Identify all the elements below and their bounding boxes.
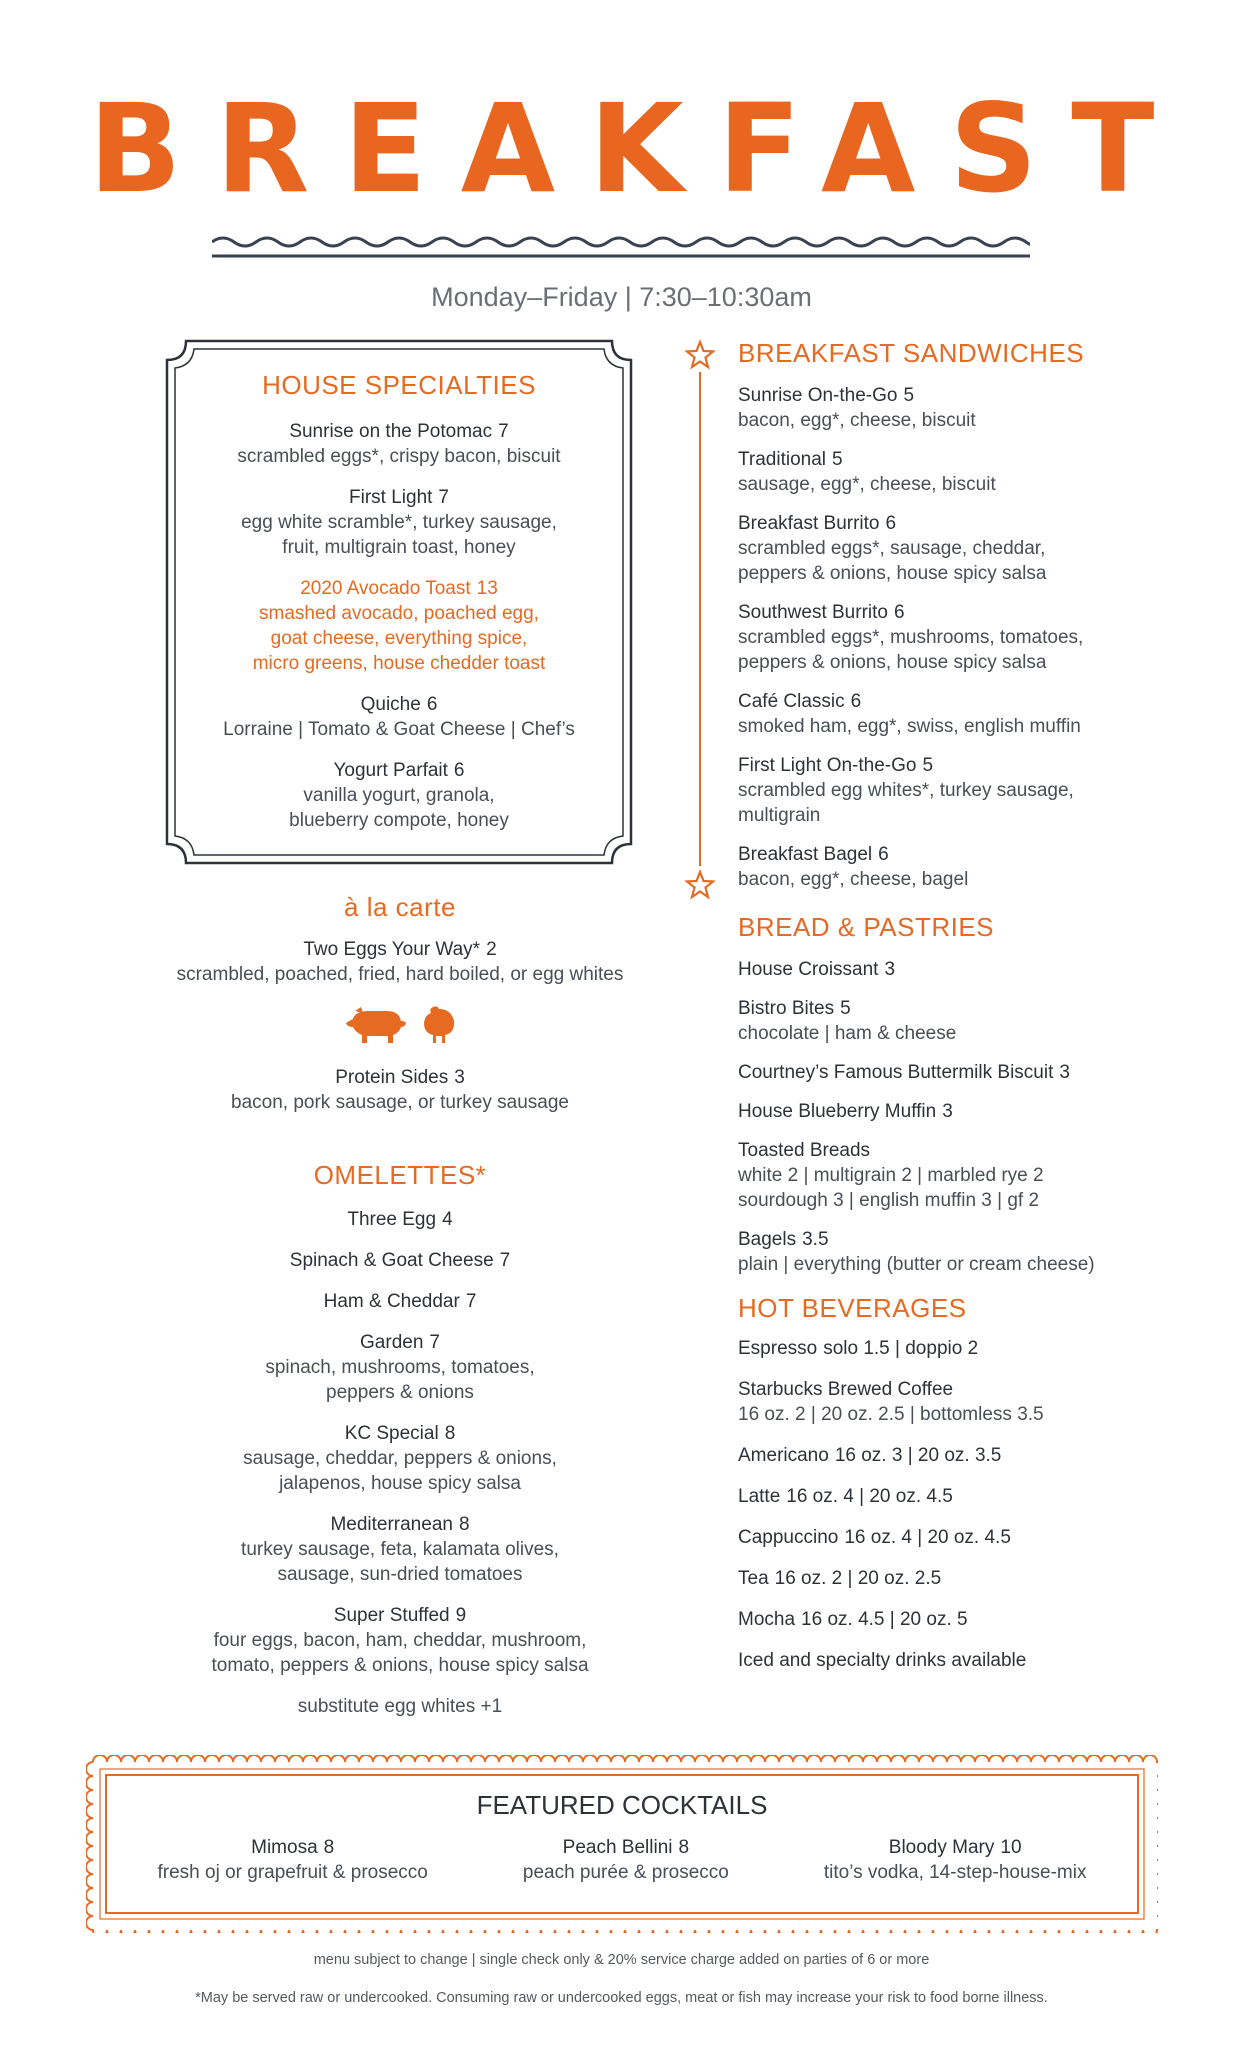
item-price: 3: [454, 1067, 465, 1088]
item-price: 6: [426, 694, 438, 715]
item-desc: goat cheese, everything spice,: [270, 628, 528, 649]
item-desc: smashed avocado, poached egg,: [259, 603, 539, 624]
menu-item: [738, 957, 1198, 982]
item-desc: scrambled, poached, fried, hard boiled, or egg whites: [176, 964, 624, 985]
item-price: 8: [678, 1837, 690, 1858]
star-icon: [687, 342, 713, 367]
item-price: 7: [438, 487, 449, 508]
item-desc: blueberry compote, honey: [289, 810, 509, 831]
menu-item: [160, 1603, 640, 1678]
menu-item: [738, 1227, 1198, 1277]
item-desc: micro greens, house chedder toast: [252, 653, 546, 674]
menu-item: [170, 576, 628, 676]
item-desc: turkey sausage, feta, kalamata olives,: [241, 1539, 559, 1560]
menu-item: [738, 1525, 1198, 1550]
item-name: Latte: [738, 1486, 781, 1507]
item-name: Tea: [738, 1568, 769, 1589]
menu-item: [738, 511, 1198, 586]
item-name: Toasted Breads: [738, 1140, 871, 1161]
item-price: 10: [1000, 1837, 1022, 1858]
item-price: 4: [442, 1209, 453, 1230]
menu-item: [738, 1060, 1198, 1085]
turkey-icon: [421, 1005, 457, 1045]
item-name: Mediterranean: [330, 1514, 453, 1535]
item-name: Yogurt Parfait: [333, 760, 448, 781]
item-name: Sunrise on the Potomac: [289, 421, 493, 442]
item-price: 3.5: [802, 1229, 829, 1250]
item-desc: Lorraine | Tomato & Goat Cheese | Chef’s: [223, 719, 575, 740]
menu-item: [738, 383, 1198, 433]
section-title: à la carte: [344, 892, 456, 922]
item-price: 16 oz. 4.5 | 20 oz. 5: [801, 1609, 968, 1630]
item-desc: tomato, peppers & onions, house spicy salsa: [211, 1655, 589, 1676]
item-price: 16 oz. 2 | 20 oz. 2.5: [774, 1568, 942, 1589]
wave-divider: [212, 234, 1030, 266]
menu-item: [738, 1443, 1198, 1468]
item-desc: tito’s vodka, 14-step-house-mix: [823, 1862, 1087, 1883]
item-name: Bloody Mary: [888, 1837, 995, 1858]
item-desc: sourdough 3 | english muffin 3 | gf 2: [738, 1190, 1040, 1211]
item-name: Espresso: [738, 1338, 818, 1359]
cocktail-item: [523, 1835, 729, 1885]
menu-item: [738, 1377, 1198, 1427]
section-title: BREAKFAST SANDWICHES: [738, 338, 1085, 368]
item-name: Protein Sides: [335, 1067, 449, 1088]
item-name: Traditional: [738, 449, 827, 470]
footer-warning: *May be served raw or undercooked. Consuming raw or undercooked eggs, meat or fish may increase your risk to food borne illness.: [195, 1990, 1048, 2006]
menu-item: [738, 689, 1198, 739]
item-name: Bagels: [738, 1229, 797, 1250]
item-price: 7: [498, 421, 509, 442]
item-price: 7: [499, 1250, 511, 1271]
item-name: Peach Bellini: [562, 1837, 673, 1858]
item-price: 5: [832, 449, 843, 470]
item-price: 7: [429, 1332, 440, 1353]
menu-item: [738, 1099, 1198, 1124]
page-title: BREAKFAST: [88, 78, 1189, 220]
item-price: 5: [840, 998, 851, 1019]
item-name: House Croissant: [738, 959, 879, 980]
item-desc: 16 oz. 2 | 20 oz. 2.5 | bottomless 3.5: [738, 1404, 1044, 1425]
item-price: 6: [850, 691, 862, 712]
item-desc: jalapenos, house spicy salsa: [279, 1473, 521, 1494]
item-desc: chocolate | ham & cheese: [738, 1023, 957, 1044]
item-price: 6: [893, 602, 905, 623]
star-icon: [687, 872, 713, 897]
menu-item: [160, 1512, 640, 1587]
item-desc: bacon, egg*, cheese, bagel: [738, 869, 969, 890]
item-desc: spinach, mushrooms, tomatoes,: [265, 1357, 535, 1378]
cocktail-item: [158, 1835, 428, 1885]
item-desc: peppers & onions: [326, 1382, 474, 1403]
item-desc: four eggs, bacon, ham, cheddar, mushroom,: [213, 1630, 587, 1651]
item-desc: scrambled eggs*, sausage, cheddar,: [738, 538, 1046, 559]
item-name: 2020 Avocado Toast: [300, 578, 471, 599]
item-price: 16 oz. 3 | 20 oz. 3.5: [834, 1445, 1002, 1466]
item-desc: peppers & onions, house spicy salsa: [738, 563, 1047, 584]
item-name: Café Classic: [738, 691, 845, 712]
menu-item: [160, 1248, 640, 1273]
item-price: 2: [486, 939, 497, 960]
item-price: 8: [444, 1423, 456, 1444]
item-name: Americano: [738, 1445, 829, 1466]
item-desc: peppers & onions, house spicy salsa: [738, 652, 1047, 673]
menu-item: [738, 1484, 1198, 1509]
item-desc: fresh oj or grapefruit & prosecco: [157, 1862, 428, 1883]
section-title: HOUSE SPECIALTIES: [262, 370, 536, 400]
item-price: 16 oz. 4 | 20 oz. 4.5: [786, 1486, 953, 1507]
menu-item: [738, 1607, 1198, 1632]
item-price: 3: [1059, 1062, 1070, 1083]
item-price: 3: [942, 1101, 953, 1122]
item-desc: scrambled eggs*, mushrooms, tomatoes,: [738, 627, 1084, 648]
item-desc: scrambled eggs*, crispy bacon, biscuit: [237, 446, 561, 467]
item-name: Mocha: [738, 1609, 796, 1630]
item-name: Cappuccino: [738, 1527, 839, 1548]
item-price: 5: [922, 755, 934, 776]
item-name: Southwest Burrito: [738, 602, 888, 623]
cocktail-item: [824, 1835, 1087, 1885]
item-name: Garden: [360, 1332, 424, 1353]
item-desc: vanilla yogurt, granola,: [303, 785, 495, 806]
item-desc: fruit, multigrain toast, honey: [282, 537, 516, 558]
item-name: Starbucks Brewed Coffee: [738, 1379, 954, 1400]
item-desc: sausage, cheddar, peppers & onions,: [243, 1448, 557, 1469]
item-desc: egg white scramble*, turkey sausage,: [241, 512, 557, 533]
featured-cocktails: [110, 1790, 1134, 1885]
item-name: Mimosa: [251, 1837, 318, 1858]
timeline-decoration: [682, 338, 718, 908]
menu-item: [738, 447, 1198, 497]
item-desc: multigrain: [738, 805, 821, 826]
pig-icon: [343, 1005, 407, 1045]
menu-item: [170, 419, 628, 469]
item-name: Sunrise On-the-Go: [738, 385, 898, 406]
item-name: Two Eggs Your Way*: [303, 939, 481, 960]
menu-item: [738, 842, 1198, 892]
item-name: Quiche: [360, 694, 421, 715]
item-name: Spinach & Goat Cheese: [289, 1250, 494, 1271]
item-name: Iced and specialty drinks available: [738, 1650, 1027, 1671]
menu-item: [738, 600, 1198, 675]
item-desc: white 2 | multigrain 2 | marbled rye 2: [738, 1165, 1044, 1186]
section-title: FEATURED COCKTAILS: [476, 1790, 768, 1820]
item-price: 9: [455, 1605, 467, 1626]
section-title: OMELETTES*: [313, 1160, 487, 1190]
item-name: Breakfast Burrito: [738, 513, 880, 534]
omelette-note: substitute egg whites +1: [297, 1696, 503, 1717]
item-price: 6: [453, 760, 465, 781]
menu-item: [738, 1138, 1198, 1213]
menu-item: [738, 753, 1198, 828]
omelettes: [160, 1160, 640, 1719]
menu-item: [738, 996, 1198, 1046]
item-desc: peach purée & prosecco: [522, 1862, 729, 1883]
item-desc: plain | everything (butter or cream cheese): [738, 1254, 1095, 1275]
right-column: [738, 338, 1198, 1689]
hours: Monday–Friday | 7:30–10:30am: [431, 282, 812, 312]
menu-item: [170, 758, 628, 833]
item-price: 3: [884, 959, 896, 980]
item-price: 6: [878, 844, 889, 865]
item-name: House Blueberry Muffin: [738, 1101, 937, 1122]
item-price: 13: [476, 578, 498, 599]
item-name: Courtney’s Famous Buttermilk Biscuit: [738, 1062, 1054, 1083]
menu-item: [738, 1566, 1198, 1591]
menu-item: [160, 1421, 640, 1496]
item-price: 16 oz. 4 | 20 oz. 4.5: [844, 1527, 1011, 1548]
item-price: 8: [323, 1837, 335, 1858]
menu-item: [170, 692, 628, 742]
menu-item: [738, 1648, 1198, 1673]
item-desc: bacon, egg*, cheese, biscuit: [738, 410, 976, 431]
item-name: Breakfast Bagel: [738, 844, 873, 865]
section-title: BREAD & PASTRIES: [738, 912, 995, 942]
item-desc: scrambled egg whites*, turkey sausage,: [738, 780, 1074, 801]
item-name: First Light On-the-Go: [738, 755, 917, 776]
item-name: Bistro Bites: [738, 998, 835, 1019]
item-desc: smoked ham, egg*, swiss, english muffin: [738, 716, 1081, 737]
house-specialties: [170, 370, 628, 849]
section-title: HOT BEVERAGES: [738, 1293, 967, 1323]
menu-item: [170, 485, 628, 560]
item-name: Three Egg: [347, 1209, 437, 1230]
item-name: Ham & Cheddar: [323, 1291, 460, 1312]
item-price: 8: [458, 1514, 470, 1535]
footer-note: menu subject to change | single check only & 20% service charge added on parties of 6 or more: [313, 1952, 930, 1968]
menu-item: [160, 1330, 640, 1405]
item-price: 5: [903, 385, 915, 406]
menu-item: [160, 1207, 640, 1232]
a-la-carte: [140, 892, 660, 1115]
item-desc: bacon, pork sausage, or turkey sausage: [231, 1092, 569, 1113]
menu-item: [738, 1336, 1198, 1361]
menu-item: [160, 1289, 640, 1314]
item-name: KC Special: [344, 1423, 439, 1444]
item-desc: sausage, egg*, cheese, biscuit: [738, 474, 996, 495]
item-name: Super Stuffed: [333, 1605, 450, 1626]
item-price: 7: [465, 1291, 477, 1312]
item-name: First Light: [349, 487, 433, 508]
item-desc: sausage, sun-dried tomatoes: [277, 1564, 523, 1585]
item-price: solo 1.5 | doppio 2: [823, 1338, 979, 1359]
item-price: 6: [885, 513, 897, 534]
